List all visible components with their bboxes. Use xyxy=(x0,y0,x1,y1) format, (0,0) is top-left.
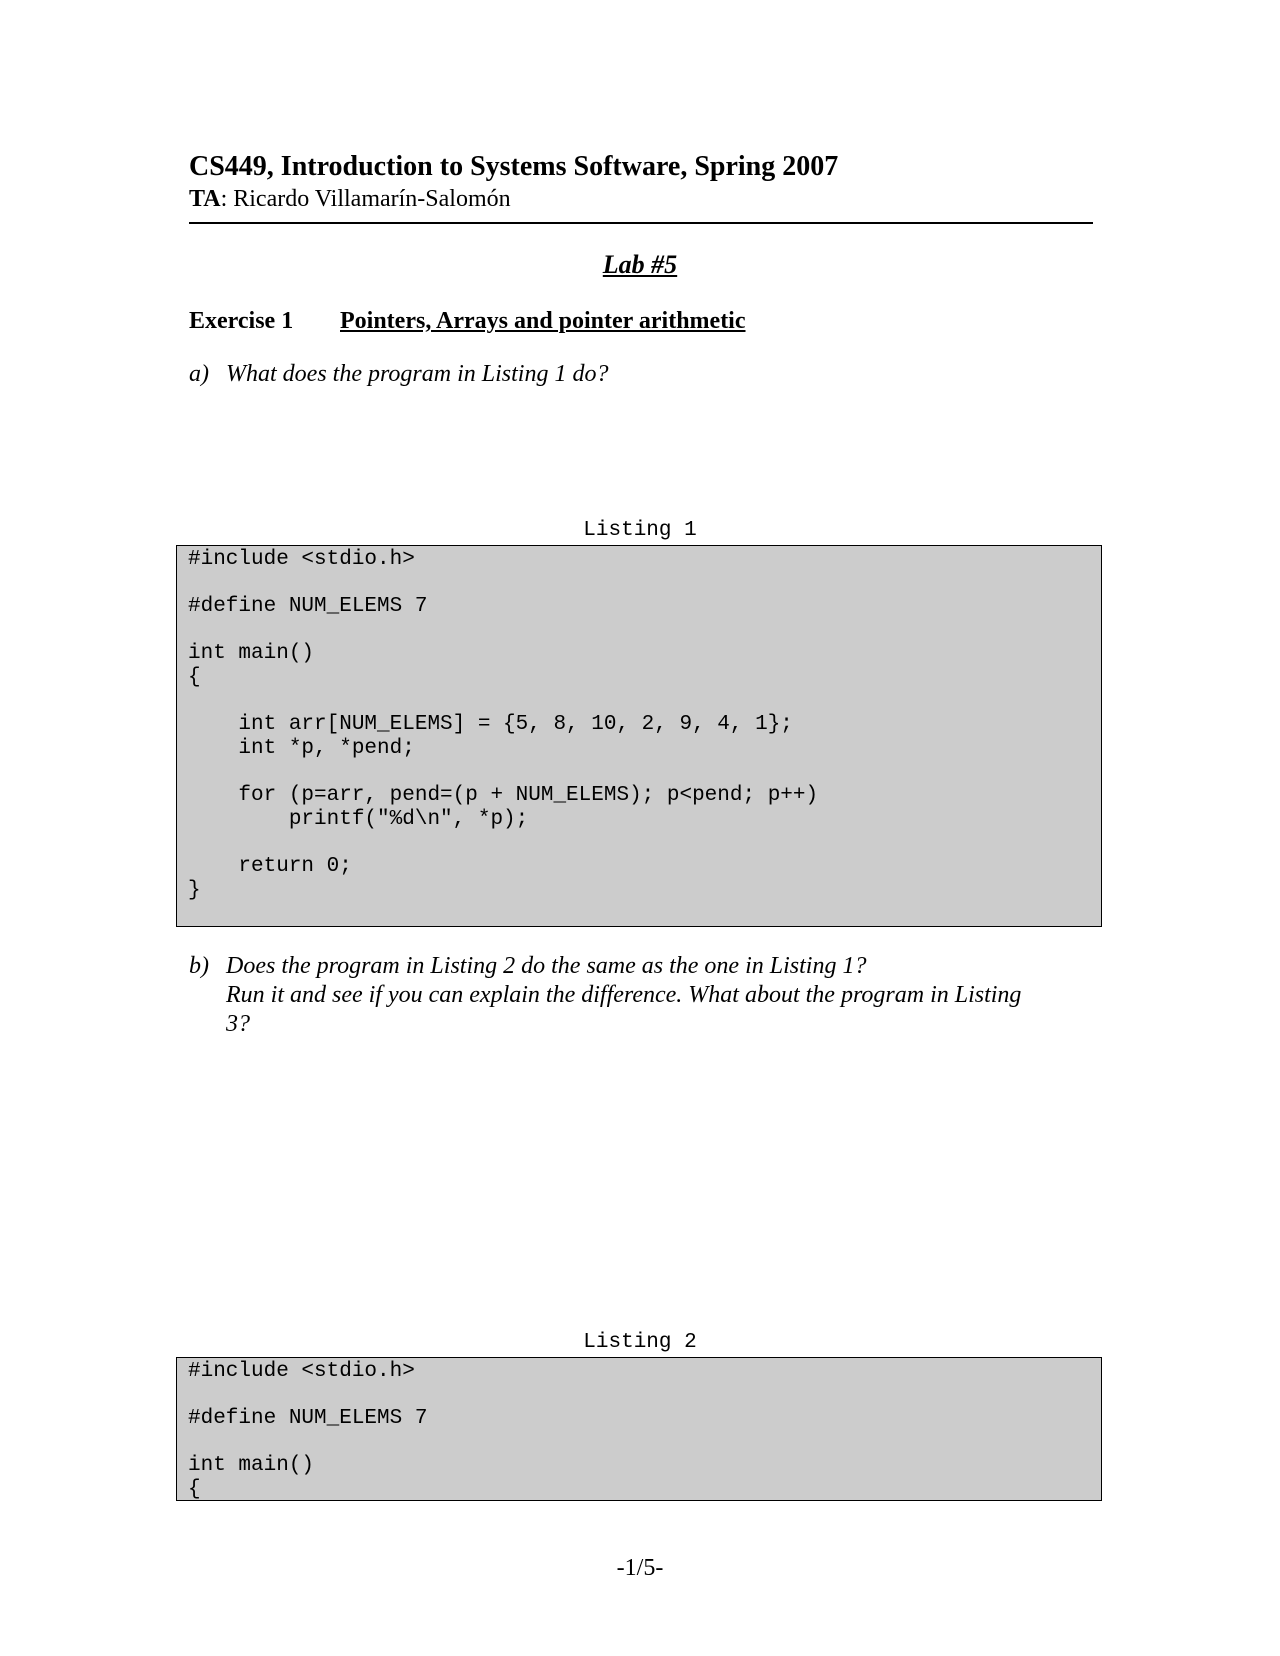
code-line: int arr[NUM_ELEMS] = {5, 8, 10, 2, 9, 4, 1}; xyxy=(188,713,793,736)
question-line: Run it and see if you can explain the difference. What about the program in Listing xyxy=(226,982,1022,1008)
code-line: } xyxy=(188,879,201,902)
question-b xyxy=(189,952,1069,1039)
ta-label: TA xyxy=(189,186,221,212)
code-line: printf("%d\n", *p); xyxy=(188,808,529,831)
question-text xyxy=(226,952,1069,1039)
code-listing-1 xyxy=(176,545,1102,927)
question-line: Does the program in Listing 2 do the same as the one in Listing 1? xyxy=(226,953,867,979)
ta-name: Ricardo Villamarín-Salomón xyxy=(227,186,511,212)
code-line: #define NUM_ELEMS 7 xyxy=(188,595,428,618)
code-line: { xyxy=(188,1478,201,1501)
lab-title: Lab #5 xyxy=(602,250,678,279)
listing-caption: Listing 2 xyxy=(583,1331,697,1354)
code-line: #include <stdio.h> xyxy=(188,1360,415,1383)
question-label: a) xyxy=(189,361,209,387)
ta-separator: : xyxy=(220,186,228,212)
question-a xyxy=(189,360,1069,389)
header-divider xyxy=(189,222,1093,224)
question-line: What does the program in Listing 1 do? xyxy=(226,361,609,387)
ta-line xyxy=(189,186,511,213)
question-line: 3? xyxy=(226,1011,250,1037)
code-line: return 0; xyxy=(188,855,352,878)
page-number: -1/5- xyxy=(616,1555,664,1581)
code-line: { xyxy=(188,666,201,689)
question-text xyxy=(226,360,1069,389)
code-line: int main() xyxy=(188,642,315,665)
code-listing-2 xyxy=(176,1357,1102,1501)
code-line: for (p=arr, pend=(p + NUM_ELEMS); p<pend; p++) xyxy=(188,784,819,807)
exercise-number: Exercise 1 xyxy=(189,308,294,334)
code-line: #define NUM_ELEMS 7 xyxy=(188,1407,428,1430)
code-line: int main() xyxy=(188,1454,315,1477)
question-label: b) xyxy=(189,953,209,979)
exercise-title: Pointers, Arrays and pointer arithmetic xyxy=(340,308,746,334)
code-line: int *p, *pend; xyxy=(188,737,415,760)
exercise-heading xyxy=(189,308,746,335)
course-title: CS449, Introduction to Systems Software, Spring 2007 xyxy=(189,151,839,182)
listing-caption: Listing 1 xyxy=(583,519,697,542)
code-line: #include <stdio.h> xyxy=(188,548,415,571)
